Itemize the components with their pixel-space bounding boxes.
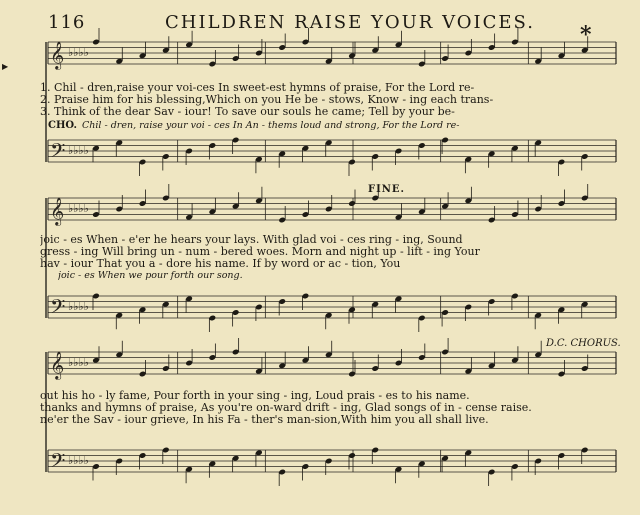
system2-chorus (58, 270, 638, 282)
system3-lyrics (40, 390, 620, 426)
hymn-title: CHILDREN RAISE YOUR VOICES. (165, 12, 535, 33)
key-signature-flats: ♭♭♭♭ (68, 144, 89, 157)
treble-clef-icon: 𝄞 (50, 41, 65, 69)
treble-clef-icon: 𝄞 (50, 197, 65, 225)
system1-lyrics (40, 82, 620, 118)
chorus-line: Chil - dren, raise your voi - ces In An - thems loud and strong, For the Lord re- (82, 120, 460, 131)
chorus-line: joic - es When we pour forth our song. (58, 270, 243, 281)
page-number: 116 (48, 12, 86, 33)
verse-3-line: ne'er the Sav - iour grieve, In his Fa - ther's man-sion,With him you all shall live. (40, 414, 489, 426)
bass-clef-icon: 𝄢 (50, 139, 66, 167)
dc-chorus-marker: D.C. CHORUS. (546, 338, 621, 349)
key-signature-flats: ♭♭♭♭ (68, 300, 89, 313)
verse-3-line: hav - iour That you a - dore his name. If by word or ac - tion, You (40, 258, 401, 270)
verse-1-line: joic - es When - e'er he hears your lays. With glad voi - ces ring - ing, Sound (40, 234, 463, 246)
bass-clef-icon: 𝄢 (50, 449, 66, 477)
bass-clef-icon: 𝄢 (50, 295, 66, 323)
system1-chorus (82, 120, 622, 132)
verse-3-line: 3. Think of the dear Sav - iour! To save our souls he came; Tell by your be- (40, 106, 455, 118)
key-signature-flats: ♭♭♭♭ (68, 356, 89, 369)
verse-1-line: 1. Chil - dren,raise your voi-ces In sweet-est hymns of praise, For the Lord re- (40, 82, 475, 94)
system2-lyrics (40, 234, 620, 270)
verse-2-line: 2. Praise him for his blessing,Which on you He be - stows, Know - ing each trans- (40, 94, 494, 106)
verse-2-line: thanks and hymns of praise, As you're on-ward drift - ing, Glad songs of in - cense raise. (40, 402, 532, 414)
fine-marker: FINE. (368, 184, 406, 195)
treble-clef-icon: 𝄞 (50, 351, 65, 379)
asterisk-mark: * (580, 22, 592, 48)
verse-1-line: out his ho - ly fame, Pour forth in your sing - ing, Loud prais - es to his name. (40, 390, 470, 402)
key-signature-flats: ♭♭♭♭ (68, 202, 89, 215)
verse-2-line: gress - ing Will bring un - num - bered woes. Morn and night up - lift - ing Your (40, 246, 480, 258)
key-signature-flats: ♭♭♭♭ (68, 46, 89, 59)
margin-arrow-icon: ▶ (2, 62, 9, 71)
chorus-label: CHO. (48, 120, 78, 131)
key-signature-flats: ♭♭♭♭ (68, 454, 89, 467)
